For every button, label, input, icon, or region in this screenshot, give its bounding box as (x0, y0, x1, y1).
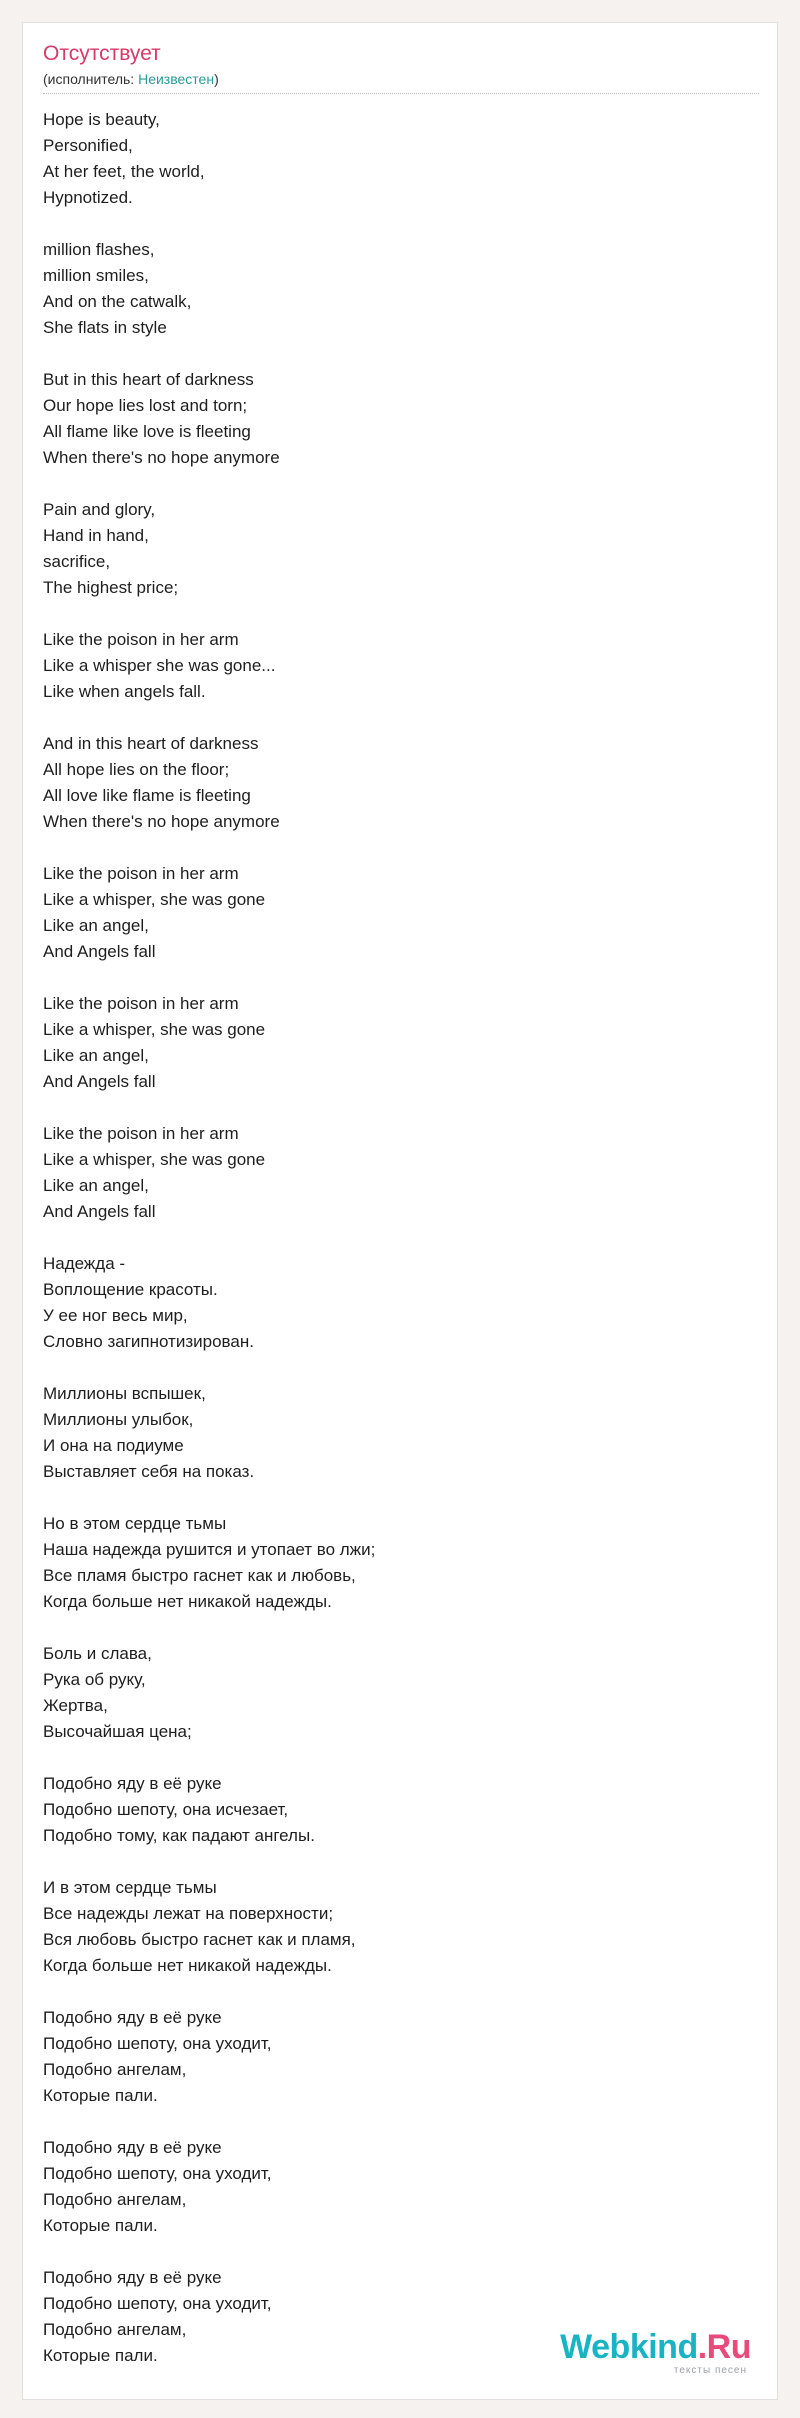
lyrics-line: Like a whisper, she was gone (43, 1020, 266, 1039)
lyrics-line: Like the poison in her arm (43, 1124, 239, 1143)
lyrics-line: Которые пали. (43, 2086, 158, 2105)
lyrics-stanza (43, 237, 743, 341)
lyrics-line: Наша надежда рушится и утопает во лжи; (43, 1540, 376, 1559)
lyrics-stanza (43, 1121, 743, 1225)
lyrics-stanza (43, 107, 743, 211)
lyrics-line: And in this heart of darkness (43, 734, 259, 753)
logo-main-text: Webkind (560, 2328, 698, 2366)
lyrics-stanza (43, 991, 743, 1095)
lyrics-line: million flashes, (43, 240, 155, 259)
lyrics-line: Hand in hand, (43, 526, 149, 545)
lyrics-stanza (43, 1511, 743, 1615)
artist-link[interactable]: Неизвестен (138, 71, 215, 87)
artist-suffix: ) (214, 71, 219, 87)
lyrics-stanza (43, 1251, 743, 1355)
lyrics-line: Like the poison in her arm (43, 630, 239, 649)
lyrics-line: Pain and glory, (43, 500, 156, 519)
lyrics-line: Все пламя быстро гаснет как и любовь, (43, 1566, 356, 1585)
lyrics-line: And Angels fall (43, 1202, 156, 1221)
lyrics-line: Like an angel, (43, 1176, 149, 1195)
lyrics-line: When there's no hope anymore (43, 448, 280, 467)
webkind-logo[interactable] (560, 2329, 751, 2377)
lyrics-stanza (43, 2005, 743, 2109)
lyrics-stanza (43, 627, 743, 705)
lyrics-card (22, 22, 778, 2400)
lyrics-line: Все надежды лежат на поверхности; (43, 1904, 334, 1923)
lyrics-line: Like a whisper, she was gone (43, 890, 266, 909)
lyrics-line: Подобно ангелам, (43, 2060, 187, 2079)
lyrics-text (43, 107, 743, 2395)
lyrics-line: Подобно шепоту, она уходит, (43, 2294, 272, 2313)
artist-line (43, 70, 219, 88)
lyrics-line: Like an angel, (43, 1046, 149, 1065)
lyrics-line: Рука об руку, (43, 1670, 146, 1689)
lyrics-line: And Angels fall (43, 1072, 156, 1091)
lyrics-line: Вся любовь быстро гаснет как и пламя, (43, 1930, 356, 1949)
lyrics-line: Hypnotized. (43, 188, 133, 207)
lyrics-line: Like an angel, (43, 916, 149, 935)
lyrics-line: And on the catwalk, (43, 292, 192, 311)
lyrics-line: Боль и слава, (43, 1644, 152, 1663)
lyrics-line: Подобно шепоту, она исчезает, (43, 1800, 289, 1819)
lyrics-stanza (43, 1641, 743, 1745)
lyrics-line: million smiles, (43, 266, 149, 285)
lyrics-line: Personified, (43, 136, 133, 155)
lyrics-stanza (43, 367, 743, 471)
lyrics-line: Подобно шепоту, она уходит, (43, 2034, 272, 2053)
lyrics-line: Подобно ангелам, (43, 2320, 187, 2339)
lyrics-line: Которые пали. (43, 2216, 158, 2235)
lyrics-line: Когда больше нет никакой надежды. (43, 1956, 332, 1975)
lyrics-line: All hope lies on the floor; (43, 760, 230, 779)
lyrics-line: Hope is beauty, (43, 110, 160, 129)
lyrics-line: Миллионы вспышек, (43, 1384, 206, 1403)
lyrics-line: Но в этом сердце тьмы (43, 1514, 227, 1533)
lyrics-line: Надежда - (43, 1254, 126, 1273)
lyrics-line: Like the poison in her arm (43, 864, 239, 883)
lyrics-line: Которые пали. (43, 2346, 158, 2365)
lyrics-stanza (43, 1381, 743, 1485)
logo-suffix-text: .Ru (697, 2328, 751, 2366)
header-divider (43, 93, 759, 94)
lyrics-line: Миллионы улыбок, (43, 1410, 194, 1429)
song-title: Отсутствует (43, 42, 161, 65)
lyrics-line: The highest price; (43, 578, 179, 597)
lyrics-stanza (43, 731, 743, 835)
lyrics-stanza (43, 1875, 743, 1979)
lyrics-line: And Angels fall (43, 942, 156, 961)
artist-prefix: (исполнитель: (43, 71, 139, 87)
lyrics-line: И в этом сердце тьмы (43, 1878, 217, 1897)
lyrics-line: She flats in style (43, 318, 167, 337)
lyrics-stanza (43, 1771, 743, 1849)
lyrics-line: Высочайшая цена; (43, 1722, 192, 1741)
lyrics-line: Подобно яду в её руке (43, 1774, 222, 1793)
lyrics-line: All flame like love is fleeting (43, 422, 251, 441)
lyrics-line: Подобно ангелам, (43, 2190, 187, 2209)
lyrics-line: Like a whisper, she was gone (43, 1150, 266, 1169)
lyrics-line: Like a whisper she was gone... (43, 656, 276, 675)
lyrics-line: Подобно яду в её руке (43, 2268, 222, 2287)
logo-wordmark (560, 2329, 751, 2365)
lyrics-line: Our hope lies lost and torn; (43, 396, 248, 415)
lyrics-line: Like the poison in her arm (43, 994, 239, 1013)
lyrics-line: But in this heart of darkness (43, 370, 254, 389)
lyrics-line: Когда больше нет никакой надежды. (43, 1592, 332, 1611)
lyrics-stanza (43, 861, 743, 965)
lyrics-line: Подобно яду в её руке (43, 2008, 222, 2027)
lyrics-line: Подобно тому, как падают ангелы. (43, 1826, 315, 1845)
logo-tagline: тексты песен (673, 2365, 747, 2376)
lyrics-line: Словно загипнотизирован. (43, 1332, 254, 1351)
lyrics-line: Воплощение красоты. (43, 1280, 218, 1299)
lyrics-stanza (43, 497, 743, 601)
lyrics-line: Like when angels fall. (43, 682, 206, 701)
lyrics-line: sacrifice, (43, 552, 111, 571)
lyrics-stanza (43, 2135, 743, 2239)
lyrics-line: When there's no hope anymore (43, 812, 280, 831)
lyrics-line: At her feet, the world, (43, 162, 205, 181)
lyrics-line: Подобно шепоту, она уходит, (43, 2164, 272, 2183)
lyrics-line: Подобно яду в её руке (43, 2138, 222, 2157)
lyrics-line: Жертва, (43, 1696, 108, 1715)
lyrics-line: У ее ног весь мир, (43, 1306, 188, 1325)
lyrics-line: All love like flame is fleeting (43, 786, 251, 805)
lyrics-line: Выставляет себя на показ. (43, 1462, 255, 1481)
lyrics-line: И она на подиуме (43, 1436, 184, 1455)
